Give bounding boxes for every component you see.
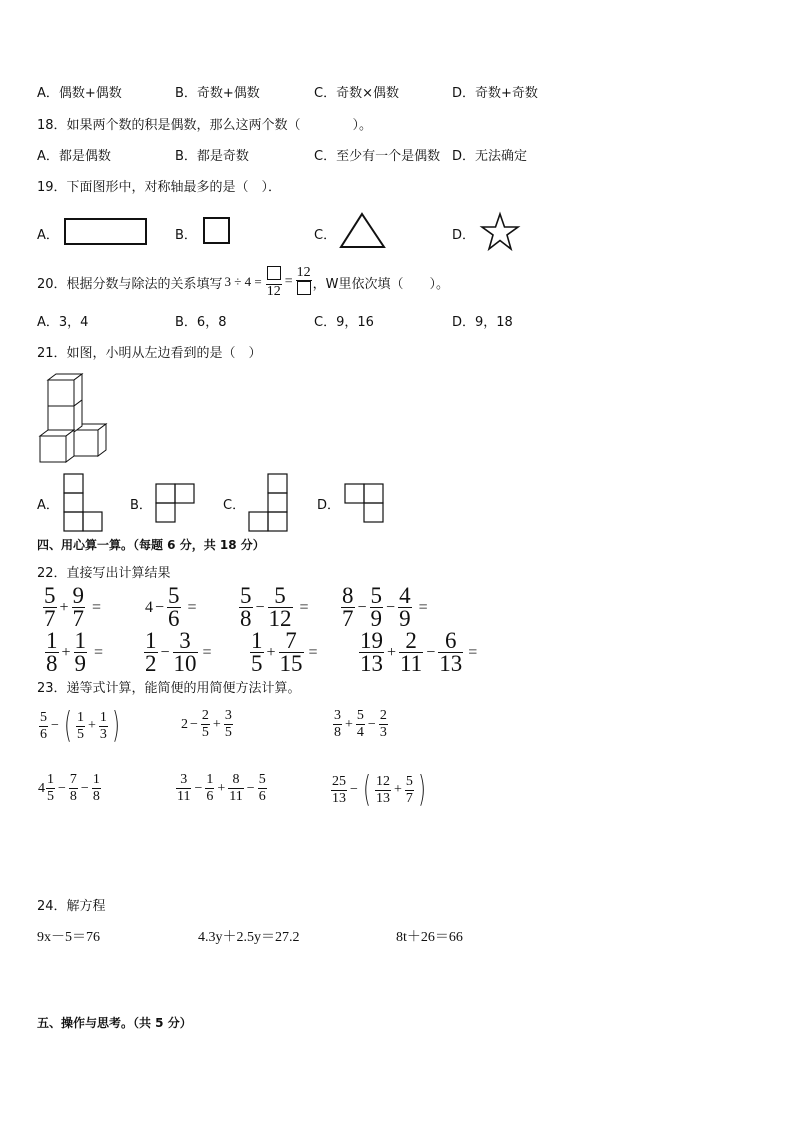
q22-title: 22．直接写出计算结果	[37, 566, 171, 581]
q20-suffix: ，W里依次填（ ）。	[312, 276, 450, 292]
cube-stack-figure	[38, 372, 110, 470]
q20-prefix: 20．根据分数与除法的关系填写	[37, 276, 223, 292]
square-icon	[203, 217, 231, 245]
q24-title: 24．解方程	[37, 899, 106, 914]
q22-item-8: $\frac{19}{13}$ + $\frac{2}{11}$ − $\frac{6}{13}$ =	[360, 628, 478, 676]
q22-item-7: $\frac{1}{5}$ + $\frac{7}{15}$ =	[251, 628, 318, 676]
q23-expr-4: 4 $\frac{1}{5}$ − $\frac{7}{8}$ − $\frac{1}{8}$	[38, 772, 100, 804]
q20-option-b: B．6，8	[175, 315, 227, 330]
star-icon	[481, 213, 521, 251]
q23-expr-1: $\frac{5}{6}$ − ( $\frac{1}{5}$ + $\frac{1}{3}$ )	[40, 705, 120, 746]
q23-title: 23．递等式计算，能简便的用简便方法计算。	[37, 681, 301, 696]
q18-option-d: D．无法确定	[452, 149, 528, 164]
q19-question: 19．下面图形中，对称轴最多的是（ ）．	[37, 180, 282, 195]
q23-expr-6: $\frac{25}{13}$ − ( $\frac{12}{13}$ + $\frac{5}{7}$ )	[332, 769, 426, 810]
section-4-heading: 四、用心算一算。（每题 6 分，共 18 分）	[37, 538, 265, 552]
q22-item-4: $\frac{8}{7}$ − $\frac{5}{9}$ − $\frac{4}{9}$ =	[342, 583, 428, 631]
q22-item-5: $\frac{1}{8}$ + $\frac{1}{9}$ =	[46, 628, 104, 676]
q21-view-c-icon	[248, 473, 290, 533]
q20-expr-lhs: 3 ÷ 4 =	[224, 274, 262, 289]
q17-option-c: C．奇数×偶数	[314, 86, 399, 101]
q20-fraction-2	[296, 266, 312, 299]
q20-fraction-1	[266, 266, 282, 299]
q21-option-a: A．	[37, 498, 59, 513]
q20-question: 20．根据分数与除法的关系填写 3 ÷ 4 = 12 = 12 ，W里依次填（ ）。	[37, 264, 450, 299]
q21-question: 21．如图，小明从左边看到的是（ ）	[37, 346, 262, 361]
q20-option-a: A．3，4	[37, 315, 89, 330]
q24-equation-3: 8t＋26＝66	[396, 930, 463, 945]
q19-option-b: B．	[175, 228, 197, 243]
q20-blank-box	[266, 266, 282, 284]
q21-option-b: B．	[130, 498, 152, 513]
q19-option-c: C．	[314, 228, 337, 243]
q21-option-d: D．	[317, 498, 341, 513]
q21-view-b-icon	[155, 483, 197, 523]
rectangle-icon	[64, 218, 148, 246]
q23-expr-2: 2 − $\frac{2}{5}$ + $\frac{3}{5}$	[181, 708, 232, 740]
q22-item-6: $\frac{1}{2}$ − $\frac{3}{10}$ =	[145, 628, 212, 676]
q20-option-d: D．9，18	[452, 315, 513, 330]
q18-question: 18．如果两个数的积是偶数，那么这两个数（ ）。	[37, 118, 373, 133]
q17-option-b: B．奇数+偶数	[175, 86, 260, 101]
q20-num2: 12	[296, 264, 311, 280]
q17-option-d: D．奇数+奇数	[452, 86, 538, 101]
q21-view-a-icon	[63, 473, 105, 533]
q19-option-d: D．	[452, 228, 476, 243]
triangle-icon	[339, 212, 387, 250]
q23-expr-3: $\frac{3}{8}$ + $\frac{5}{4}$ − $\frac{2}{3}$	[334, 708, 387, 740]
q22-item-2: 4 − $\frac{5}{6}$ =	[145, 583, 197, 631]
q22-item-1: $\frac{5}{7}$ + $\frac{9}{7}$ =	[44, 583, 102, 631]
q19-option-a: A．	[37, 228, 59, 243]
q17-option-a: A．偶数+偶数	[37, 86, 122, 101]
q24-equation-1: 9x－5＝76	[37, 930, 100, 945]
q18-option-a: A．都是偶数	[37, 149, 111, 164]
q18-option-b: B．都是奇数	[175, 149, 249, 164]
q20-den1: 12	[266, 283, 281, 299]
q20-option-c: C．9，16	[314, 315, 374, 330]
q23-expr-5: $\frac{3}{11}$ − $\frac{1}{6}$ + $\frac{8}{11}$ − $\frac{5}{6}$	[177, 772, 266, 804]
q20-blank-box-2	[296, 280, 312, 299]
q21-view-d-icon	[344, 483, 386, 523]
section-5-heading: 五、操作与思考。（共 5 分）	[37, 1016, 192, 1030]
q24-equation-2: 4.3y＋2.5y＝27.2	[198, 930, 300, 945]
q22-item-3: $\frac{5}{8}$ − $\frac{5}{12}$ =	[240, 583, 309, 631]
q21-option-c: C．	[223, 498, 246, 513]
q18-option-c: C．至少有一个是偶数	[314, 149, 441, 164]
